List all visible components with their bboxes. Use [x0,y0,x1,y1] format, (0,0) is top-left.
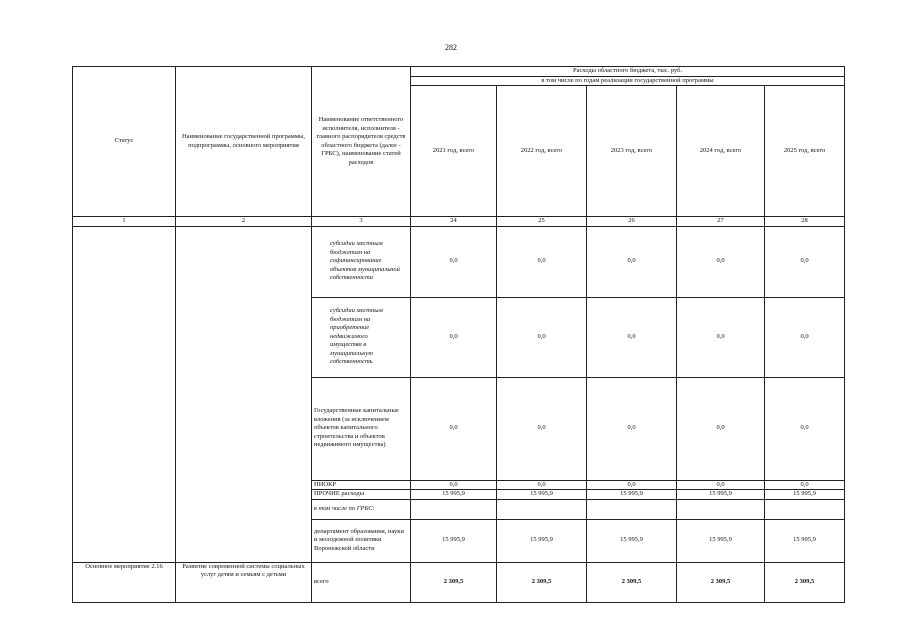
value-cell: 15 995,9 [677,490,765,500]
value-cell: 0,0 [587,480,677,490]
row-label: ПРОЧИЕ расходы [312,490,411,500]
page-number: 282 [445,43,457,52]
value-cell [677,499,765,519]
column-number: 28 [765,217,845,227]
row-label: всего [312,562,411,602]
value-cell: 15 995,9 [411,490,497,500]
column-number: 26 [587,217,677,227]
header-year-2024: 2024 год, всего [677,86,765,217]
value-cell: 0,0 [497,377,587,480]
value-cell [411,499,497,519]
value-cell [587,499,677,519]
value-cell: 0,0 [677,480,765,490]
program-cell: Развитие современной системы социальных услуг детям и семьям с детьми [176,562,312,602]
value-cell: 15 995,9 [587,519,677,562]
row-label: субсидии местным бюджетам на приобретение недвижимого имущества в муниципальную собственность [312,297,411,377]
table-row [73,226,845,297]
value-cell: 0,0 [587,377,677,480]
column-number: 25 [497,217,587,227]
value-cell: 0,0 [677,377,765,480]
header-year-2025: 2025 год, всего [765,86,845,217]
column-number: 27 [677,217,765,227]
value-cell: 0,0 [587,297,677,377]
value-cell: 0,0 [497,480,587,490]
column-numbers-row [73,217,845,227]
value-cell: 0,0 [765,297,845,377]
header-year-2021: 2021 год, всего [411,86,497,217]
budget-table [72,66,845,603]
row-label: Государственные капитальные вложения (за исключением объектов капитального строительства и объектов недвижимого имущества) [312,377,411,480]
value-cell: 0,0 [765,377,845,480]
column-number: 24 [411,217,497,227]
program-cell-empty [176,226,312,562]
row-label: НИОКР [312,480,411,490]
value-cell: 0,0 [411,377,497,480]
column-number: 1 [73,217,176,227]
value-cell: 2 309,5 [765,562,845,602]
value-cell: 2 309,5 [497,562,587,602]
value-cell: 15 995,9 [765,490,845,500]
row-label: в том числе по ГРБС: [312,499,411,519]
value-cell: 0,0 [587,226,677,297]
column-number: 2 [176,217,312,227]
value-cell: 15 995,9 [587,490,677,500]
value-cell: 0,0 [411,226,497,297]
value-cell: 2 309,5 [411,562,497,602]
value-cell [765,499,845,519]
header-program: Наименование государственной программы, подпрограммы, основного мероприятия [176,67,312,217]
value-cell: 0,0 [411,297,497,377]
value-cell: 2 309,5 [677,562,765,602]
value-cell: 2 309,5 [587,562,677,602]
row-label: департамент образования, науки и молодежной политики Воронежской области [312,519,411,562]
header-year-2022: 2022 год, всего [497,86,587,217]
table-row-main-activity [73,562,845,602]
value-cell: 15 995,9 [497,519,587,562]
header-status: Статус [73,67,176,217]
header-years-title: в том числе по годам реализации государственной программы [411,76,845,86]
status-cell: Основное мероприятие 2.16 [73,562,176,602]
header-budget-title: Расходы областного бюджета, тыс. руб. [411,67,845,77]
value-cell: 0,0 [677,297,765,377]
header-year-2023: 2023 год, всего [587,86,677,217]
value-cell: 15 995,9 [677,519,765,562]
value-cell: 0,0 [497,226,587,297]
row-label: субсидии местным бюджетам на софинансирование объектов муниципальной собственности [312,226,411,297]
value-cell: 0,0 [765,226,845,297]
header-row-1 [73,67,845,77]
value-cell [497,499,587,519]
value-cell: 0,0 [497,297,587,377]
value-cell: 0,0 [765,480,845,490]
value-cell: 15 995,9 [765,519,845,562]
column-number: 3 [312,217,411,227]
value-cell: 15 995,9 [497,490,587,500]
status-cell-empty [73,226,176,562]
value-cell: 0,0 [677,226,765,297]
value-cell: 15 995,9 [411,519,497,562]
header-executor: Наименование ответственного исполнителя, исполнителя - главного распорядителя средств областного бюджета (далее - ГРБС), наименование статей расходов [312,67,411,217]
value-cell: 0,0 [411,480,497,490]
